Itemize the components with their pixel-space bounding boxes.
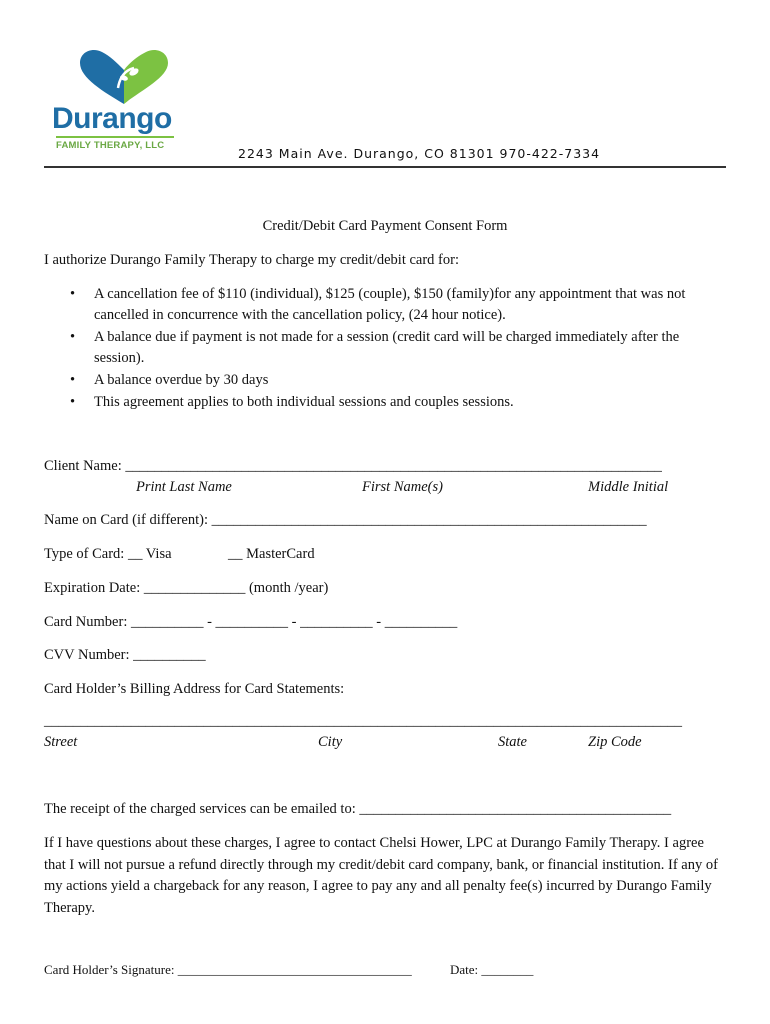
logo-underline <box>56 136 174 138</box>
billing-address-field[interactable]: ________________________________________________________________________________________ <box>44 713 682 729</box>
client-name-field[interactable]: Client Name: __________________________________________________________________________ <box>44 458 662 474</box>
signature-field[interactable]: Card Holder’s Signature: ____________________________________ <box>44 962 412 977</box>
list-item: • A balance overdue by 30 days <box>70 370 720 391</box>
receipt-email-field[interactable]: The receipt of the charged services can be emailed to: ___________________________________________ <box>44 801 672 817</box>
card-number-field[interactable]: Card Number: __________ - __________ - __________ - __________ <box>44 614 458 630</box>
label-state: State <box>498 734 527 750</box>
header-divider <box>44 166 726 168</box>
agreement-paragraph: If I have questions about these charges, I agree to contact Chelsi Hower, LPC at Durango Family Therapy. I agree that I will not pursue a refund directly through my credit/debit card company, bank, or financial institution. If any of my actions yield a chargeback for any reason, I agree to pay any and all penalty fee(s) incurred by Durango Family Therapy. <box>44 835 718 916</box>
billing-address-label: Card Holder’s Billing Address for Card Statements: <box>44 681 345 697</box>
card-type-mastercard[interactable]: __ MasterCard <box>228 546 315 562</box>
company-logo <box>52 48 182 158</box>
name-on-card-field[interactable]: Name on Card (if different): ____________________________________________________________ <box>44 512 647 528</box>
label-first-names: First Name(s) <box>362 479 443 495</box>
expiration-field[interactable]: Expiration Date: ______________ (month /year) <box>44 580 329 596</box>
label-print-last-name: Print Last Name <box>136 479 232 495</box>
cvv-field[interactable]: CVV Number: __________ <box>44 647 206 663</box>
list-item: • A balance due if payment is not made for a session (credit card will be charged immediately after the session). <box>70 327 720 369</box>
intro-text: I authorize Durango Family Therapy to charge my credit/debit card for: <box>44 252 459 268</box>
label-middle-initial: Middle Initial <box>588 479 669 495</box>
heart-logo-icon <box>76 48 176 106</box>
authorization-list <box>70 284 720 414</box>
list-item: • This agreement applies to both individual sessions and couples sessions. <box>70 392 720 413</box>
card-type-visa[interactable]: Type of Card: __ Visa <box>44 546 172 562</box>
list-item: • A cancellation fee of $110 (individual), $125 (couple), $150 (family)for any appointment that was not cancelled in concurrence with the cancellation policy, (24 hour notice). <box>70 284 720 326</box>
logo-subtitle: FAMILY THERAPY, LLC <box>56 140 165 151</box>
label-street: Street <box>44 734 78 750</box>
label-city: City <box>318 734 343 750</box>
form-title: Credit/Debit Card Payment Consent Form <box>262 218 508 234</box>
logo-brand-text: Durango <box>52 102 172 135</box>
address-line: 2243 Main Ave. Durango, CO 81301 970-422-7334 <box>238 146 601 161</box>
label-zip-code: Zip Code <box>588 734 642 750</box>
date-field[interactable]: Date: ________ <box>450 962 534 977</box>
